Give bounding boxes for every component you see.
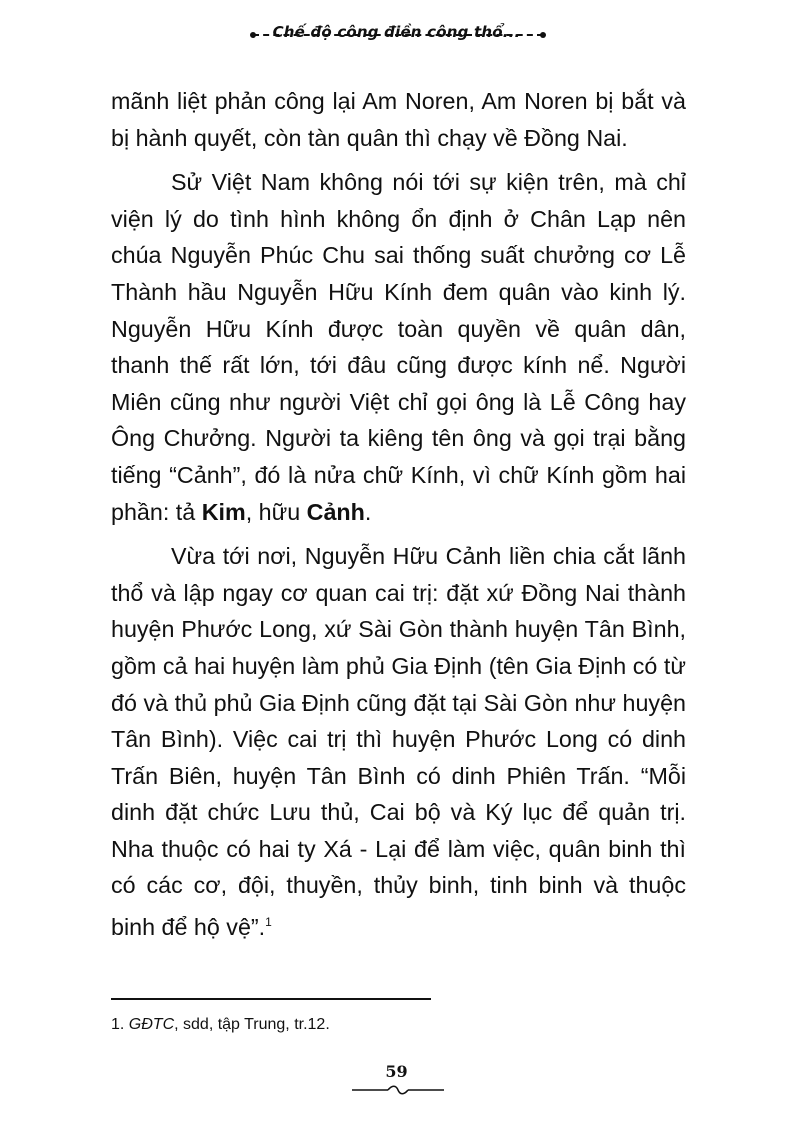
body-text: [111, 83, 686, 945]
paragraph-3: Vừa tới nơi, Nguyễn Hữu Cảnh liền chia cắt lãnh thổ và lập ngay cơ quan cai trị: đặt xứ Đồng Nai thành huyện Phước Long, xứ Sài Gòn thành huyện Tân Bình, gồm cả hai huyện làm phủ Gia Định (tên Gia Định có từ đó và thủ phủ Gia Định cũng đặt tại Sài Gòn như huyện Tân Bình). Việc cai trị thì huyện Phước Long có dinh Trấn Biên, huyện Tân Bình có dinh Phiên Trấn. “Mỗi dinh đặt chức Lưu thủ, Cai bộ và Ký lục để quản trị. Nha thuộc có hai ty Xá - Lại để làm việc, quân binh thì có các cơ, đội, thuyền, thủy binh, tinh binh và thuộc binh để hộ vệ”.$^1$: [111, 543, 686, 940]
footnote: 1. GĐTC, sdd, tập Trung, tr.12.: [111, 1016, 330, 1033]
footnote-rule: [111, 998, 431, 1000]
header-rule-dot-left: [250, 32, 256, 38]
page-number: 59: [385, 1062, 408, 1081]
footnote-source: GĐTC: [128, 1016, 175, 1033]
running-header: [0, 22, 793, 41]
header-rule: [253, 34, 543, 36]
paragraph-2: Sử Việt Nam không nói tới sự kiện trên, mà chỉ viện lý do tình hình không ổn định ở Chân Lạp nên chúa Nguyễn Phúc Chu sai thống suất chưởng cơ Lễ Thành hầu Nguyễn Hữu Kính đem quân vào kinh lý. Nguyễn Hữu Kính được toàn quyền về quân dân, thanh thế rất lớn, tới đâu cũng được kính nể. Người Miên cũng như người Việt chỉ gọi ông là Lễ Công hay Ông Chưởng. Người ta kiêng tên ông và gọi trại bằng tiếng “Cảnh”, đó là nửa chữ Kính, vì chữ Kính gồm hai phần: tả Kim, hữu Cảnh.: [111, 169, 686, 525]
bold-canh: Cảnh: [306, 498, 365, 525]
page-ornament: [352, 1085, 444, 1095]
header-title: Chế độ công điền công thổ...: [272, 23, 521, 41]
header-rule-dot-right: [540, 32, 546, 38]
paragraph-1: mãnh liệt phản công lại Am Noren, Am Noren bị bắt và bị hành quyết, còn tàn quân thì chạy về Đồng Nai.: [111, 88, 686, 151]
bold-kim: Kim: [201, 498, 246, 525]
footnote-ref: 1: [265, 915, 272, 930]
